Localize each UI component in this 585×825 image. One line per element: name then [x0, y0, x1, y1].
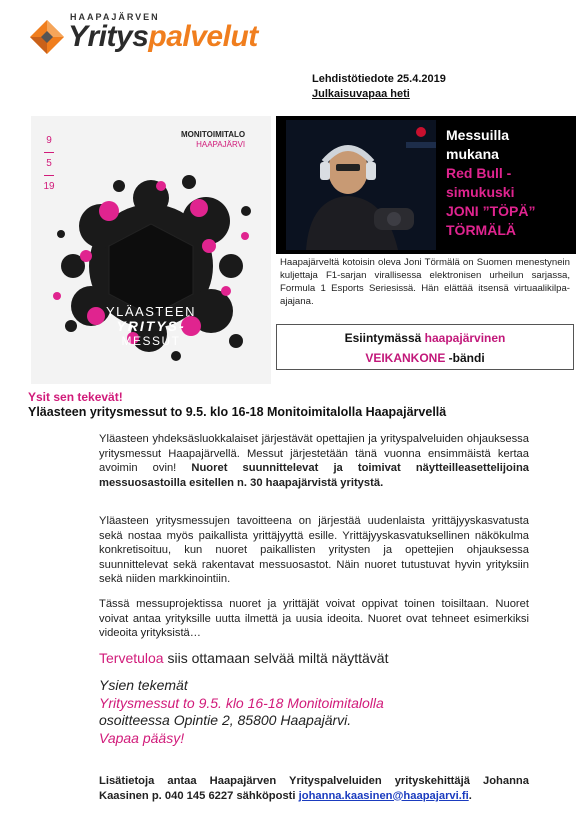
contact-info	[99, 774, 529, 803]
welcome-rest: siis ottamaan selvää miltä näyttävät	[163, 650, 389, 666]
contact-email-link[interactable]: johanna.kaasinen@haapajarvi.fi	[298, 789, 469, 802]
poster-title-line1: YLÄASTEEN	[105, 304, 197, 319]
driver-photo	[286, 120, 436, 250]
band-announcement	[276, 324, 574, 370]
invite-line1: Ysien tekemät	[99, 677, 188, 693]
kicker: Ysit sen tekevät!	[28, 390, 123, 404]
body-paragraph-2: Yläasteen yritysmessujen tavoitteena on järjestää uudenlaista yrittäjyyskasvatusta sekä nostaa myös paikallista yrittäjyyttä esille. Yrittäjyyskasvatuksellinen näkökulma konkretisoituu, kun nuoret paikallisten yritysten ja opettejien ohjauksessa suunnittelevat sekä rakentavat messuosastot. Näin nuoret tutustuvat hyvin yrityksiin sekä niiden markkinointiin.	[99, 515, 529, 586]
logo-wordmark	[68, 22, 258, 52]
contact-end: .	[468, 789, 472, 802]
feature-line5: JONI ”TÖPÄ”	[446, 203, 536, 219]
welcome-word: Tervetuloa	[99, 650, 164, 666]
logo-word-part2: palvelut	[148, 20, 258, 53]
logo-word-part1: Yritys	[68, 20, 149, 53]
p1-text: Yläasteen yhdeksäsluokkalaiset järjestävät opettajien ja yrityspalveluiden ohjauksessa yritysmessut Haapajärvellä. Messut järjestetään tänä vuonna ensimmäistä kertaa avoimin ovin!	[99, 433, 529, 475]
body-paragraph-1	[99, 432, 529, 490]
contact-text: Lisätietoja antaa Haapajärven Yrityspalveluiden yrityskehittäjä Johanna Kaasinen p. 040 145 6227 sähköposti	[99, 775, 529, 802]
band-name: VEIKANKONE	[365, 351, 446, 365]
feature-line6: TÖRMÄLÄ	[446, 222, 516, 238]
event-invite	[99, 677, 384, 747]
event-poster	[31, 116, 271, 384]
poster-date-day: 9	[46, 135, 52, 146]
featured-driver-box	[276, 116, 576, 254]
poster-title-line3: MESSUT	[121, 334, 181, 348]
p1-bold-text: Nuoret suunnittelevat ja toimivat näytteilleasettelijoina messuosastoilla esitellen n. 30 haapajärvistä yritystä.	[99, 462, 530, 489]
poster-venue-town: HAAPAJÄRVI	[196, 140, 246, 149]
press-release-info	[312, 72, 446, 102]
band-post: -bändi	[448, 351, 485, 365]
diamond-logo-icon	[28, 18, 66, 56]
feature-line1: Messuilla	[446, 127, 510, 143]
poster-venue-name: MONITOIMITALO	[181, 130, 246, 139]
poster-title-line2: YRITYS-	[116, 318, 186, 334]
welcome-line	[99, 650, 388, 666]
invite-line3: osoitteessa Opintie 2, 85800 Haapajärvi.	[99, 712, 352, 728]
band-pre: Esiintymässä	[344, 331, 422, 345]
feature-line2: mukana	[446, 146, 499, 162]
driver-bio: Haapajärveltä kotoisin oleva Joni Törmälä on Suomen menestynein kuljettaja F1-sarjan virallisessa elektronisen urheilun sarjassa, Formula 1 Esports Seriesissä. Hän elättää itsensä virtuaalikilpa-ajajana.	[280, 257, 570, 307]
press-release-date: Lehdistötiedote 25.4.2019	[312, 73, 446, 85]
poster-date-month: 5	[46, 158, 52, 169]
driver-photo-graphic	[286, 120, 436, 250]
invite-line2: Yritysmessut to 9.5. klo 16-18 Monitoimitalolla	[99, 694, 384, 711]
driver-feature-text	[446, 126, 535, 240]
feature-line4: simukuski	[446, 184, 515, 200]
invite-line4: Vapaa pääsy!	[99, 729, 185, 746]
logo-small-text: HAAPAJÄRVEN	[70, 12, 160, 22]
poster-date-year: 19	[43, 181, 55, 192]
headline: Yläasteen yritysmessut to 9.5. klo 16-18 Monitoimitalolla Haapajärvellä	[28, 405, 447, 419]
release-status: Julkaisuvapaa heti	[312, 88, 410, 100]
body-paragraph-3: Tässä messuprojektissa nuoret ja yrittäjät voivat oppivat toinen toisiltaan. Nuoret voivat antaa yrityksille uutta ilmettä ja uusia ideoita. Nuoret ovat tehneet esimerkiksi videoita yrityksistä…	[99, 598, 529, 640]
poster-title	[31, 304, 271, 349]
band-hometown: haapajärvinen	[424, 331, 506, 345]
feature-line3: Red Bull -	[446, 165, 512, 181]
